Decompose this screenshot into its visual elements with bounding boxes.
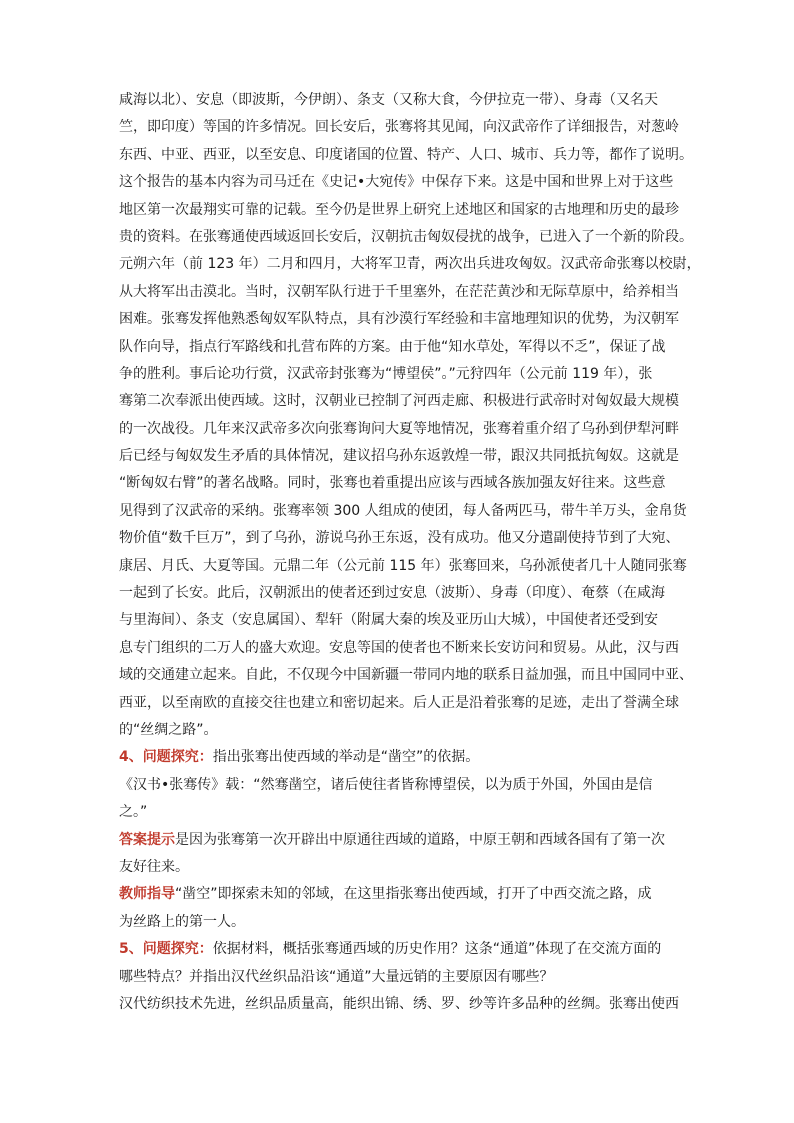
q4-question: 指出张骞出使西域的举动是“凿空”的依据。 — [212, 749, 480, 766]
body-line: 东西、中亚、西亚，以至安息、印度诸国的位置、特产、人口、城市、兵力等，都作了说明。 — [119, 146, 693, 163]
body-line: 从大将军出击漠北。当时，汉朝军队行进于千里塞外，在茫茫黄沙和无际草原中，给养相当 — [119, 283, 679, 300]
body-line: 西亚，以至南欧的直接交往也建立和密切起来。后人正是沿着张骞的足迹，走出了誉满全球 — [119, 694, 679, 711]
q4-answer — [119, 827, 679, 854]
body-line: 见得到了汉武帝的采纳。张骞率领 300 人组成的使团，每人备两匹马，带牛羊万头，金帛货 — [119, 502, 687, 519]
body-line: “断匈奴右臂”的著名战略。同时，张骞也着重提出应该与西域各族加强友好往来。这些意 — [119, 475, 666, 492]
body-line: 后已经与匈奴发生矛盾的具体情况，建议招乌孙东返敦煌一带，跟汉共同抵抗匈奴。这就是 — [119, 448, 679, 465]
q5-question: 依据材料，概括张骞通西域的历史作用？这条“通道”体现了在交流方面的 — [212, 941, 662, 958]
q4-label: 4、问题探究： — [119, 749, 213, 766]
body-line: 队作向导，指点行军路线和扎营布阵的方案。由于他“知水草处，军得以不乏”，保证了战 — [119, 338, 666, 355]
body-line: 的一次战役。几年来汉武帝多次向张骞询问大夏等地情况，张骞着重介绍了乌孙到伊犁河畔 — [119, 420, 679, 437]
body-line: 的“丝绸之路”。 — [119, 721, 218, 738]
teacher-label: 教师指导 — [119, 886, 175, 903]
q4-material-line: 之。” — [119, 804, 148, 821]
body-line: 地区第一次最翔实可靠的记载。至今仍是世界上研究上述地区和国家的古地理和历史的最珍 — [119, 201, 679, 218]
answer-label: 答案提示 — [119, 831, 175, 848]
q4-heading — [119, 744, 679, 771]
q4-teacher-line: 为丝路上的第一人。 — [119, 913, 245, 930]
document-page — [119, 87, 701, 1018]
body-line: 一起到了长安。此后，汉朝派出的使者还到过安息（波斯）、身毒（印度）、奄蔡（在咸海 — [119, 585, 665, 602]
body-line: 咸海以北）、安息（即波斯，今伊朗）、条支（又称大食，今伊拉克一带）、身毒（又名天 — [119, 92, 658, 108]
q4-teacher — [119, 881, 679, 908]
body-line: 争的胜利。事后论功行赏，汉武帝封张骞为“博望侯”。”元狩四年（公元前 119 年），张 — [119, 365, 653, 382]
body-line: 域的交通建立起来。自此，不仅现今中国新疆一带同内地的联系日益加强，而且中国同中亚、 — [119, 667, 693, 684]
q5-material-line: 汉代纺织技术先进，丝织品质量高，能织出锦、绣、罗、纱等许多品种的丝绸。张骞出使西 — [119, 995, 679, 1012]
teacher-text: “凿空”即探索未知的邻域，在这里指张骞出使西域，打开了中西交流之路，成 — [175, 886, 652, 903]
body-line: 骞第二次奉派出使西域。这时，汉朝业已控制了河西走廊、积极进行武帝时对匈奴最大规模 — [119, 393, 679, 410]
answer-text: 是因为张骞第一次开辟出中原通往西域的道路，中原王朝和西域各国有了第一次 — [175, 831, 665, 848]
body-line: 物价值“数千巨万”，到了乌孙，游说乌孙王东返，没有成功。他又分遣副使持节到了大宛、 — [119, 530, 680, 547]
q4-answer-line: 友好往来。 — [119, 858, 189, 875]
body-line: 贵的资料。在张骞通使西域返回长安后，汉朝抗击匈奴侵扰的战争，已进入了一个新的阶段。 — [119, 228, 693, 245]
body-line: 竺，即印度）等国的许多情况。回长安后，张骞将其见闻，向汉武帝作了详细报告，对葱岭 — [119, 119, 679, 136]
q5-question-line: 哪些特点？并指出汉代丝织品沿该“通道”大量远销的主要原因有哪些？ — [119, 968, 554, 985]
q5-heading — [119, 936, 679, 963]
q5-label: 5、问题探究： — [119, 941, 213, 958]
body-line: 困难。张骞发挥他熟悉匈奴军队特点，具有沙漠行军经验和丰富地理知识的优势，为汉朝军 — [119, 311, 679, 328]
body-line: 息专门组织的二万人的盛大欢迎。安息等国的使者也不断来长安访问和贸易。从此，汉与西 — [119, 639, 679, 656]
body-line: 康居、月氏、大夏等国。元鼎二年（公元前 115 年）张骞回来，乌孙派使者几十人随同张骞 — [119, 557, 687, 574]
body-line: 元朔六年（前 123 年）二月和四月，大将军卫青，两次出兵进攻匈奴。汉武帝命张骞以校尉， — [119, 256, 701, 273]
body-line: 这个报告的基本内容为司马迁在《史记•大宛传》中保存下来。这是中国和世界上对于这些 — [119, 174, 674, 191]
q4-material-line: 《汉书•张骞传》载：“然骞凿空，诸后使往者皆称博望侯，以为质于外国，外国由是信 — [119, 776, 653, 793]
body-text — [119, 87, 701, 744]
body-line: 与里海间）、条支（安息属国）、犁轩（附属大秦的埃及亚历山大城），中国使者还受到安 — [119, 612, 658, 629]
